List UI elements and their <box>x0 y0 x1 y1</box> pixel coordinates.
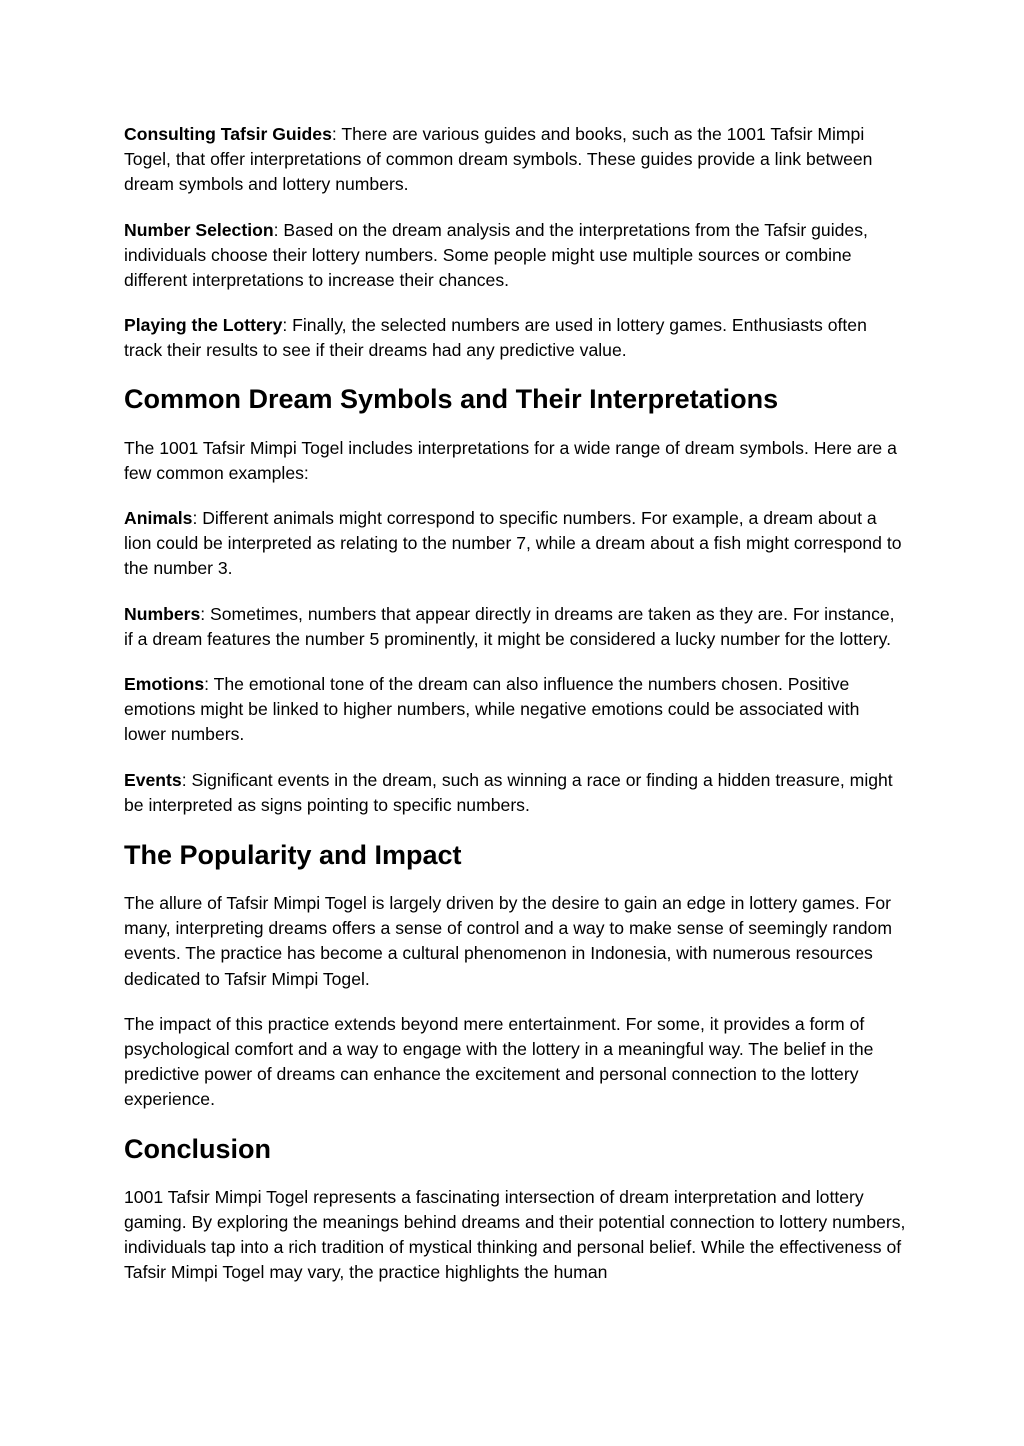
term-label: Events <box>124 769 182 790</box>
paragraph-text: : Based on the dream analysis and the interpretations from the Tafsir guides, individuals choose their lottery numbers. Some people might use multiple sources or combine different interpretations to increase their chances. <box>124 219 868 291</box>
paragraph-common-intro: The 1001 Tafsir Mimpi Togel includes interpretations for a wide range of dream symbols. Here are a few common examples: <box>124 437 897 483</box>
term-label: Animals <box>124 508 193 529</box>
paragraph-text: : Sometimes, numbers that appear directly in dreams are taken as they are. For instance, if a dream features the number 5 prominently, it might be considered a lucky number for the lottery. <box>124 603 895 649</box>
term-label: Numbers <box>124 603 201 624</box>
paragraph-text: : There are various guides and books, such as the 1001 Tafsir Mimpi Togel, that offer interpretations of common dream symbols. These guides provide a link between dream symbols and lottery numbers. <box>124 124 873 195</box>
paragraph-conclusion: 1001 Tafsir Mimpi Togel represents a fascinating intersection of dream interpretation and lottery gaming. By exploring the meanings behind dreams and their potential connection to lottery numbers, individuals tap into a rich tradition of mystical thinking and personal belief. While the effectiveness of Tafsir Mimpi Togel may vary, the practice highlights the human <box>124 1186 906 1283</box>
paragraph-text: : Significant events in the dream, such as winning a race or finding a hidden treasure, might be interpreted as signs pointing to specific numbers. <box>124 769 893 815</box>
paragraph-animals <box>124 506 906 582</box>
paragraph-playing-the-lottery <box>124 313 906 363</box>
paragraph-text: : Different animals might correspond to specific numbers. For example, a dream about a lion could be interpreted as relating to the number 7, while a dream about a fish might correspond to the number 3. <box>124 508 902 579</box>
section-heading-popularity-and-impact: The Popularity and Impact <box>124 840 462 871</box>
term-label: Number Selection <box>124 219 274 240</box>
paragraph-consulting-tafsir-guides <box>124 122 906 198</box>
paragraph-popularity-impact: The impact of this practice extends beyond mere entertainment. For some, it provides a form of psychological comfort and a way to engage with the lottery in a meaningful way. The belief in the predictive power of dreams can enhance the excitement and personal connection to the lottery experience. <box>124 1013 874 1110</box>
paragraph-text: : The emotional tone of the dream can also influence the numbers chosen. Positive emotions might be linked to higher numbers, while negative emotions could be associated with lower numbers. <box>124 674 860 745</box>
document-page <box>124 122 906 1286</box>
section-heading-common-dream-symbols: Common Dream Symbols and Their Interpretations <box>124 383 779 414</box>
paragraph-emotions <box>124 672 906 748</box>
term-label: Emotions <box>124 674 205 695</box>
paragraph-number-selection <box>124 218 906 294</box>
paragraph-events <box>124 768 906 818</box>
term-label: Playing the Lottery <box>124 315 283 336</box>
paragraph-popularity-allure: The allure of Tafsir Mimpi Togel is largely driven by the desire to gain an edge in lottery games. For many, interpreting dreams offers a sense of control and a way to make sense of seemingly random events. The practice has become a cultural phenomenon in Indonesia, with numerous resources dedicated to Tafsir Mimpi Togel. <box>124 893 892 989</box>
paragraph-text: : Finally, the selected numbers are used in lottery games. Enthusiasts often track their results to see if their dreams had any predictive value. <box>124 315 867 361</box>
paragraph-numbers <box>124 602 906 652</box>
term-label: Consulting Tafsir Guides <box>124 124 332 144</box>
section-heading-conclusion: Conclusion <box>124 1133 271 1164</box>
